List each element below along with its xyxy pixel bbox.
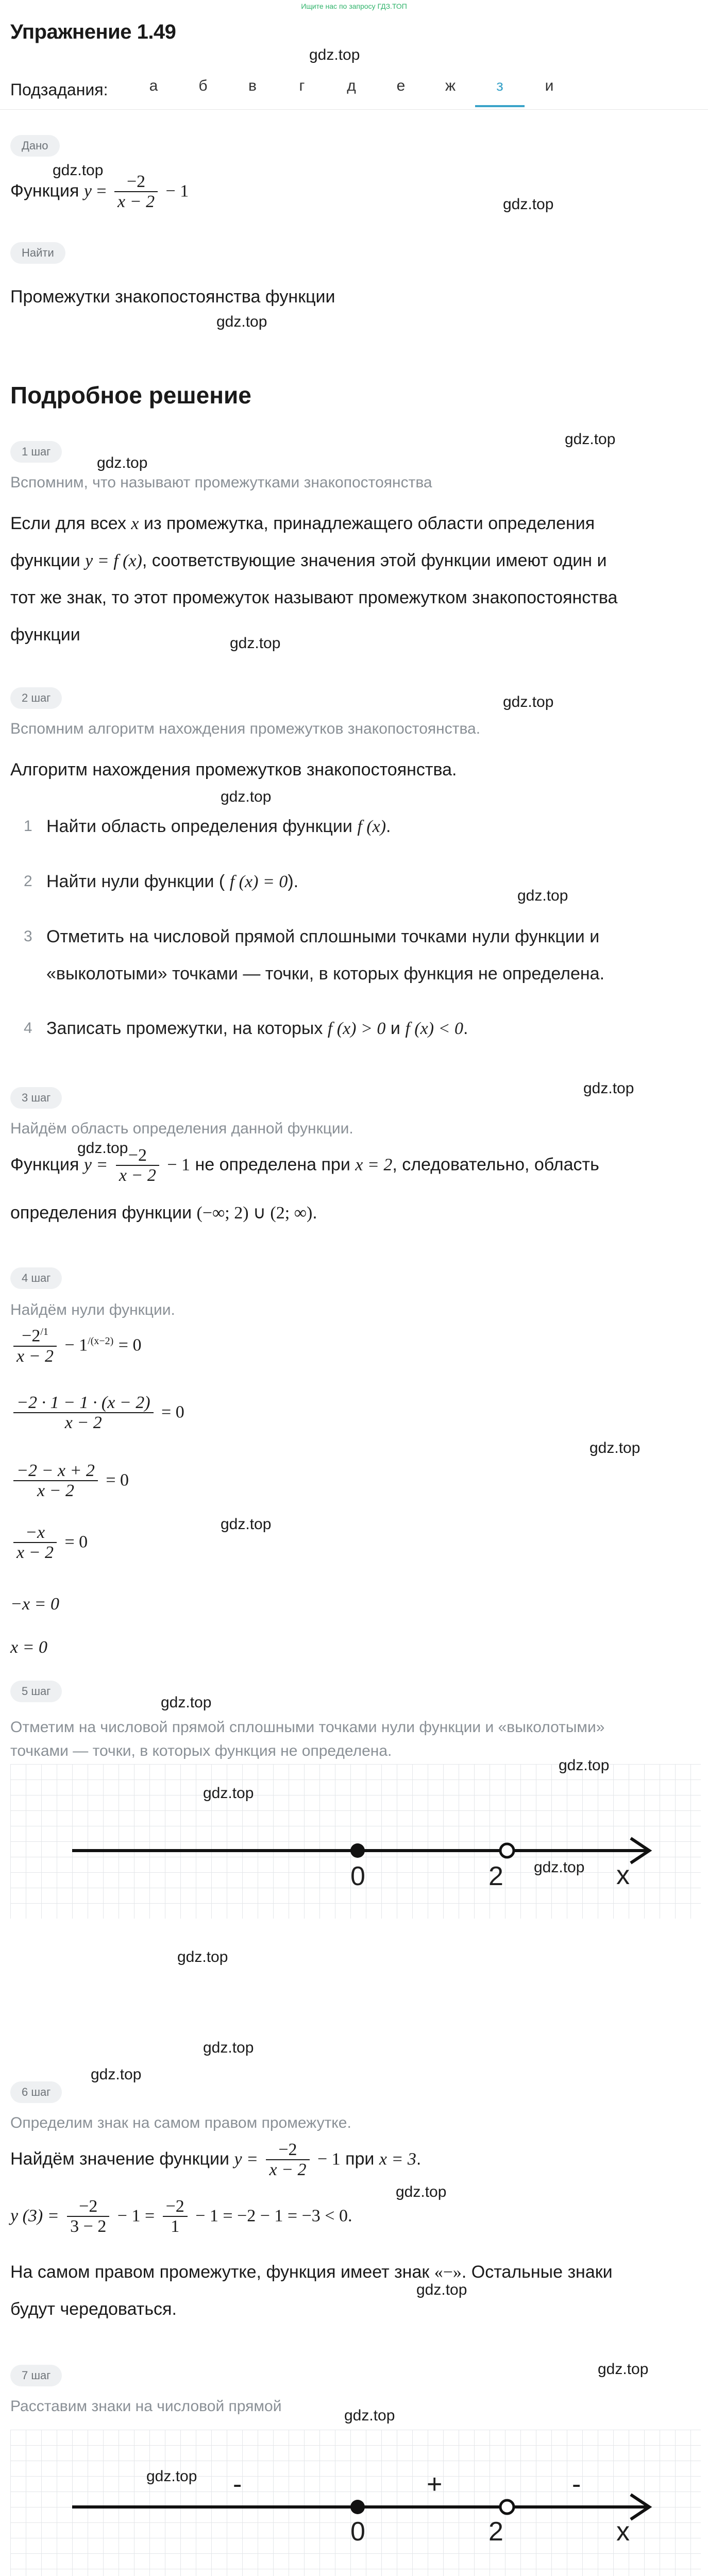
eq3-num: −2 − x + 2 [13,1461,98,1481]
step1-badge: 1 шаг [10,441,62,463]
eq1-sup: /1 [40,1326,48,1337]
tab-e[interactable]: е [396,77,406,94]
eq4-num: −x [13,1523,57,1543]
s6-m: x = 3 [379,2149,416,2169]
watermark: gdz.top [97,454,148,471]
eq1-fraction [13,1326,57,1366]
given-y: y [83,181,92,201]
watermark: gdz.top [216,313,267,330]
eq6: x = 0 [10,1638,48,1657]
watermark: gdz.top [91,2066,142,2083]
step6-line4: будут чередоваться. [10,2299,177,2319]
step3-line2 [10,1194,317,1232]
label-two-2: 2 [488,2517,503,2547]
tab-zh[interactable]: ж [445,77,456,94]
s1-l1b: из промежутка, принадлежащего области определения [143,514,595,533]
step5-hint [10,1716,604,1763]
s5-h1: Отметим на числовой прямой сплошными точками нули функции и «выколотыми» [10,1719,605,1736]
algo-4a: Записать промежутки, на которых [46,1019,323,1038]
tab-b[interactable]: б [198,77,208,94]
s6-f2num: −2 [163,2197,188,2217]
step3-hint: Найдём область определения данной функции. [10,1120,353,1137]
s6-frac2 [163,2197,188,2236]
algo-4m: f (x) > 0 [327,1019,386,1038]
algo-4b: . [463,1019,468,1038]
watermark: gdz.top [309,46,360,63]
s6-den: x − 2 [269,2160,307,2180]
eq1-den: x − 2 [16,1346,54,1366]
divider [0,109,708,110]
subtask-tabs [129,77,574,107]
given-tail: − 1 [165,181,189,201]
watermark: gdz.top [598,2361,649,2378]
algo-3b: «выколотыми» точками — точки, в которых функция не определена. [46,964,605,984]
eq2-rhs: = 0 [161,1402,184,1422]
s5-h2: точками — точки, в которых функция не определена. [10,1742,392,1759]
given-eq: = [96,181,107,201]
given-prefix: Функция [10,181,79,201]
page-title: Упражнение 1.49 [10,21,176,43]
number-line-1-svg [10,1764,701,1919]
algo-1m: f (x) [357,817,386,836]
algo-item-2 [10,863,680,901]
zero-point [350,1843,365,1858]
subtasks-label: Подзадания: [10,80,108,99]
algo-num-2: 2 [24,873,32,890]
eq2 [10,1393,184,1433]
eq3-fraction [13,1461,98,1501]
eq3-den: x − 2 [37,1481,74,1501]
step1-line2 [10,542,606,580]
eq5: −x = 0 [10,1595,59,1614]
tab-i[interactable]: и [545,77,554,94]
s1-fx: y = f (x) [85,551,142,570]
watermark: gdz.top [344,2407,395,2424]
s6-mid: − 1 = [117,2206,155,2226]
watermark: gdz.top [559,1757,610,1774]
s3-l2a: определения функции [10,1203,192,1223]
s6-frac1 [67,2197,109,2236]
watermark: gdz.top [177,1948,228,1965]
given-num: −2 [114,172,158,192]
eq1-num-text: −2 [22,1326,41,1346]
s6-c: . [416,2149,422,2169]
s3-num: −2 [116,1146,159,1166]
tab-d[interactable]: д [347,77,356,94]
eq2-fraction [13,1393,154,1433]
s1-x: x [131,514,139,533]
s6-num: −2 [266,2140,309,2160]
algo-4mid: и [390,1019,400,1038]
watermark: gdz.top [416,2281,467,2298]
zero-point-2 [350,2500,365,2514]
s6-l3b: . Остальные знаки [461,2262,613,2282]
watermark: gdz.top [161,1694,212,1711]
step6-line3 [10,2253,613,2291]
step2-intro: Алгоритм нахождения промежутков знакопостоянства. [10,760,457,779]
s6-f1num: −2 [67,2197,109,2217]
tab-z-active[interactable]: з [475,77,525,107]
watermark: gdz.top [221,1516,272,1533]
step7-hint: Расставим знаки на числовой прямой [10,2398,282,2415]
eq1 [10,1326,141,1366]
eq4-rhs: = 0 [64,1532,88,1552]
algo-1a: Найти область определения функции [46,817,352,836]
label-x: x [616,1860,630,1890]
eq4-den: x − 2 [16,1543,54,1563]
step6-line2 [10,2197,352,2236]
algo-1b: . [386,817,391,836]
s1-l2b: , соответствующие значения этой функции имеют один и [142,551,607,570]
s3-den: x − 2 [119,1166,156,1185]
given-den: x − 2 [117,192,155,212]
eq4-fraction [13,1523,57,1563]
eq3 [10,1461,129,1501]
eq1-tail: − 1 [64,1335,88,1355]
algo-num-3: 3 [24,928,32,945]
step1-line3: тот же знак, то этот промежуток называют промежутком знакопостоянства [10,588,618,607]
number-line-2 [10,2430,701,2576]
step1-line1 [10,505,595,543]
s3-l2b: . [312,1203,317,1223]
watermark: gdz.top [53,162,104,179]
step7-badge: 7 шаг [10,2365,62,2386]
eq3-rhs: = 0 [106,1470,129,1490]
eq1-sup2: /(x−2) [88,1335,114,1347]
s6-l3a: На самом правом промежутке, функция имеет знак [10,2262,430,2282]
s3-domain: (−∞; 2) ∪ (2; ∞) [196,1204,313,1223]
watermark: gdz.top [534,1859,585,1876]
watermark: gdz.top [146,2468,197,2485]
number-line-1 [10,1764,701,1919]
punctured-point [500,1844,514,1857]
step4-badge: 4 шаг [10,1267,62,1289]
label-zero: 0 [350,1861,365,1891]
s1-l1a: Если для всех [10,514,126,533]
s6-end: − 1 = −2 − 1 = −3 < 0. [195,2206,352,2226]
step6-badge: 6 шаг [10,2081,62,2103]
s6-b: при [345,2149,375,2169]
watermark: gdz.top [565,431,616,448]
algo-2b: ). [288,872,299,891]
step6-line1 [10,2140,421,2180]
tab-a[interactable]: а [149,77,158,94]
step1-hint: Вспомним, что называют промежутками знакопостоянства [10,474,432,491]
watermark: gdz.top [203,2039,254,2056]
algo-2a: Найти нули функции ( [46,872,225,891]
watermark: gdz.top [583,1080,634,1097]
algo-item-1 [10,808,680,845]
find-text: Промежутки знакопостоянства функции [10,287,335,307]
tab-v[interactable]: в [248,77,257,94]
eq2-den: x − 2 [64,1413,102,1433]
given-badge: Дано [10,135,60,157]
step1-line4: функции [10,625,80,645]
algo-item-3 [10,918,680,992]
label-two: 2 [488,1861,503,1891]
step2-hint: Вспомним алгоритм нахождения промежутков знакопостоянства. [10,720,481,737]
s3-y: y = [83,1155,108,1175]
s6-f2den: 1 [171,2217,180,2236]
step5-badge: 5 шаг [10,1681,62,1702]
algo-3a: Отметить на числовой прямой сплошными точками нули функции и [46,927,600,946]
tab-g[interactable]: г [299,77,305,94]
s6-tail: − 1 [317,2149,341,2169]
eq2-num: −2 · 1 − 1 · (x − 2) [13,1393,154,1413]
s6-fraction [266,2140,309,2180]
algo-item-4 [10,1010,680,1047]
s6-y: y = [234,2149,258,2169]
label-x-2: x [616,2517,630,2547]
find-badge: Найти [10,242,65,264]
algo-num-4: 4 [24,1020,32,1037]
solution-title: Подробное решение [10,382,251,409]
algo-2m: f (x) = 0 [229,872,288,891]
label-zero-2: 0 [350,2517,365,2547]
s6-a: Найдём значение функции [10,2149,229,2169]
algo-4m2: f (x) < 0 [405,1019,463,1038]
given-fraction [114,172,158,212]
watermark: gdz.top [221,788,272,805]
watermark: gdz.top [503,196,554,213]
s6-y3: y (3) = [10,2206,59,2226]
punctured-point-2 [500,2500,514,2514]
sign-right: - [572,2469,581,2499]
watermark: gdz.top [396,2183,447,2200]
watermark: gdz.top [503,693,554,710]
number-line-2-svg [10,2430,701,2576]
step2-badge: 2 шаг [10,687,62,709]
eq4 [10,1523,88,1563]
watermark: gdz.top [77,1140,128,1157]
sign-left: - [233,2469,242,2499]
step6-hint: Определим знак на самом правом промежутке. [10,2114,351,2131]
eq1-rhs: = 0 [118,1335,142,1355]
watermark: gdz.top [230,635,281,652]
watermark: gdz.top [203,1785,254,1802]
s1-l2a: функции [10,551,80,570]
s6-sign: «−» [434,2263,462,2282]
s3-b: не определена при [195,1155,350,1175]
step3-badge: 3 шаг [10,1087,62,1109]
step4-hint: Найдём нули функции. [10,1301,175,1318]
s3-c: , следовательно, область [392,1155,599,1175]
s6-f1den: 3 − 2 [70,2217,107,2236]
algorithm-list [10,808,680,1047]
eq1-num [13,1326,57,1347]
s3-m: x = 2 [355,1155,393,1175]
sign-middle: + [427,2469,443,2499]
watermark: gdz.top [589,1439,640,1456]
top-search-hint[interactable]: Ищите нас по запросу ГДЗ.ТОП [301,2,407,10]
s3-a: Функция [10,1155,79,1175]
s3-tail: − 1 [167,1155,191,1175]
watermark: gdz.top [517,887,568,904]
algo-num-1: 1 [24,818,32,835]
